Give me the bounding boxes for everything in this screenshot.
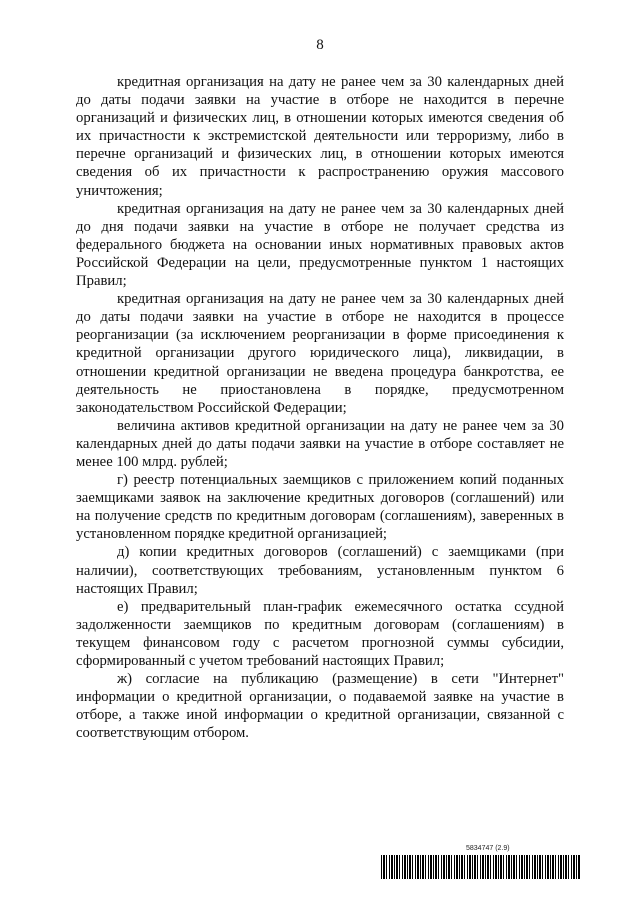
paragraph: д) копии кредитных договоров (соглашений) с заемщиками (при наличии), соответствующих требованиям, установленным пунктом 6 настоящих Правил; <box>76 544 564 597</box>
document-body <box>76 73 564 742</box>
barcode-icon <box>381 855 581 879</box>
paragraph: е) предварительный план-график ежемесячного остатка ссудной задолженности заемщиков по кредитным договорам (соглашениям) в текущем финансовом году с расчетом прогнозной суммы субсидии, сформированный с учетом требований настоящих Правил; <box>76 598 564 669</box>
document-code: 5834747 (2.9) <box>466 845 510 852</box>
page-number: 8 <box>316 37 324 53</box>
paragraph: г) реестр потенциальных заемщиков с приложением копий поданных заемщиками заявок на заключение кредитных договоров (соглашений) или на получение средств по кредитным договорам (соглашениям), заверенных в установленном порядке кредитной организацией; <box>76 472 564 543</box>
paragraph: величина активов кредитной организации на дату не ранее чем за 30 календарных дней до даты подачи заявки на участие в отборе составляет не менее 100 млрд. рублей; <box>76 417 564 470</box>
paragraph: ж) согласие на публикацию (размещение) в сети "Интернет" информации о кредитной организации, о подаваемой заявке на участие в отборе, а также иной информации о кредитной организации, связанной с соответствующим отбором. <box>76 671 564 742</box>
paragraph: кредитная организация на дату не ранее чем за 30 календарных дней до даты подачи заявки на участие в отборе не находится в процессе реорганизации (за исключением реорганизации в форме присоединения к кредитной организации другого юридического лица), ликвидации, в отношении кредитной организации не введена процедура банкротства, ее деятельность не приостановлена в порядке, предусмотренном законодательством Российской Федерации; <box>76 291 564 416</box>
paragraph: кредитная организация на дату не ранее чем за 30 календарных дней до дня подачи заявки на участие в отборе не получает средства из федерального бюджета на основании иных нормативных правовых актов Российской Федерации на цели, предусмотренные пунктом 1 настоящих Правил; <box>76 200 564 290</box>
paragraph: кредитная организация на дату не ранее чем за 30 календарных дней до даты подачи заявки на участие в отборе не находится в перечне организаций и физических лиц, в отношении которых имеются сведения об их причастности к экстремистской деятельности или терроризму, либо в перечне организаций и физических лиц, в отношении которых имеются сведения об их причастности к распространению оружия массового уничтожения; <box>76 74 564 199</box>
